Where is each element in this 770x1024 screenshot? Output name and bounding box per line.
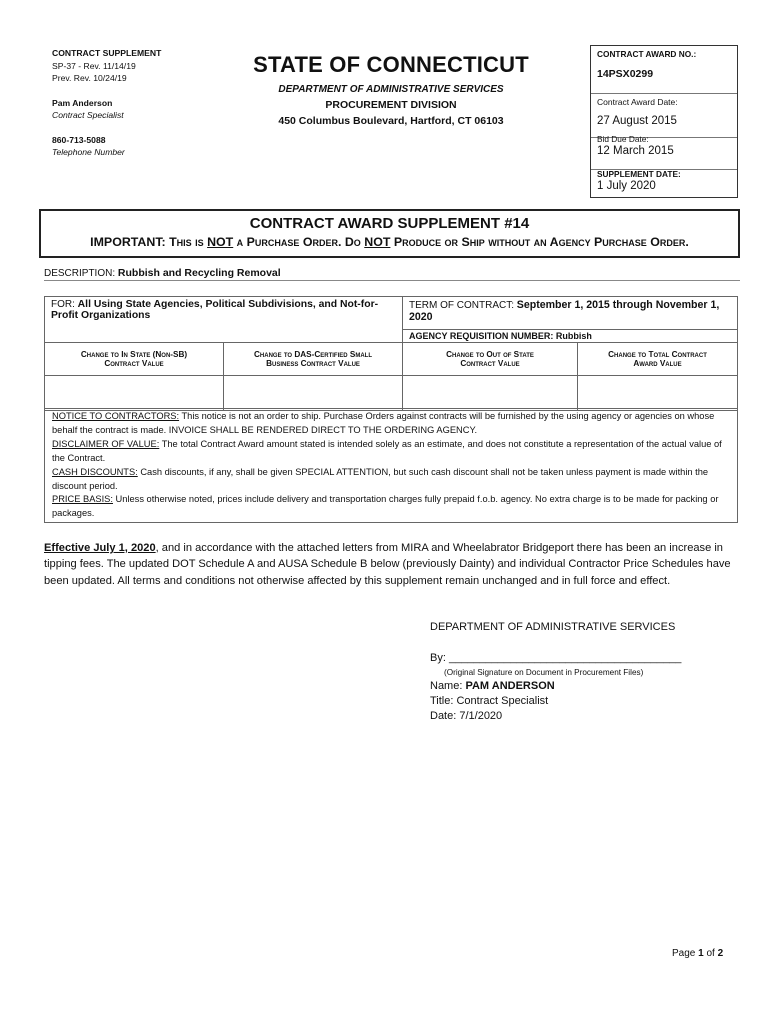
signature-line: By: ______________________________________ <box>430 652 682 664</box>
notice-label: CASH DISCOUNTS: <box>52 466 138 477</box>
page-number <box>672 948 723 959</box>
column-header-line: Change to Out of State <box>446 350 534 359</box>
supplement-body-paragraph <box>44 540 734 589</box>
column-header-in-state <box>45 343 224 376</box>
for-value: All Using State Agencies, Political Subdivisions, and Not-for-Profit Organizations <box>51 299 379 321</box>
value-cell <box>403 376 578 411</box>
notice-label: DISCLAIMER OF VALUE: <box>52 438 160 449</box>
not-emphasis-1: NOT <box>207 235 234 249</box>
column-header-total <box>578 343 738 376</box>
for-label: FOR: <box>51 299 75 310</box>
header-left-block <box>52 47 222 159</box>
cash-discounts <box>52 466 730 494</box>
revision-line: SP-37 - Rev. 11/14/19 <box>52 60 136 71</box>
signature-block <box>430 620 720 724</box>
supplement-date-label: SUPPLEMENT DATE: <box>597 169 681 179</box>
total-pages: 2 <box>717 948 724 959</box>
notices-block <box>44 408 738 523</box>
page-of: of <box>703 948 718 959</box>
contact-name: Pam Anderson <box>52 97 113 108</box>
column-header-line: Contract Value <box>104 359 164 368</box>
award-number: 14PSX0299 <box>597 68 654 80</box>
contact-title: Contract Specialist <box>52 110 124 120</box>
notice-to-contractors <box>52 410 730 438</box>
description-line <box>44 267 740 281</box>
phone-label: Telephone Number <box>52 147 125 157</box>
column-header-line: Change to In State (Non-SB) <box>80 350 188 359</box>
important-text-1: This is <box>169 235 208 249</box>
award-date-label: Contract Award Date: <box>597 97 678 107</box>
notice-text: The total Contract Award amount stated is intended solely as an estimate, and does not constitute a representation of the actual value of the Contract. <box>52 438 722 463</box>
contract-details-table <box>44 296 738 411</box>
price-basis <box>52 493 730 521</box>
supplement-title-box <box>39 209 740 258</box>
contract-award-box <box>590 45 738 198</box>
award-date: 27 August 2015 <box>597 115 677 127</box>
column-header-line: Change to Total Contract <box>608 350 707 359</box>
previous-revision-line: Prev. Rev. 10/24/19 <box>52 73 127 83</box>
value-cell <box>224 376 403 411</box>
column-header-out-of-state <box>403 343 578 376</box>
bid-due-cell <box>591 134 737 170</box>
form-name: CONTRACT SUPPLEMENT <box>52 48 162 58</box>
notice-label: PRICE BASIS: <box>52 494 113 505</box>
supplement-date-cell <box>591 168 737 197</box>
notice-text: This notice is not an order to ship. Purchase Orders against contracts will be furnished by the using agency or agencies on whose behalf the contract is made. INVOICE SHALL BE RENDERED DIRECT TO THE ORDERING AGENCY. <box>52 411 715 435</box>
bid-due-label: Bid Due Date: <box>597 134 649 144</box>
department-address: 450 Columbus Boulevard, Hartford, CT 06103 <box>278 115 504 127</box>
signature-note: (Original Signature on Document in Procurement Files) <box>444 668 644 677</box>
for-cell <box>45 297 403 343</box>
description-label: DESCRIPTION: <box>44 268 116 279</box>
signer-name-label: Name: <box>430 680 466 692</box>
notice-text: Cash discounts, if any, shall be given SPECIAL ATTENTION, but such cash discount shall not be taken unless payment is made within the discount period. <box>52 466 709 491</box>
contact-phone: 860-713-5088 <box>52 134 106 145</box>
column-header-line: Business Contract Value <box>266 359 360 368</box>
column-header-line: Award Value <box>633 359 682 368</box>
page-prefix: Page <box>672 948 699 959</box>
header-center-block <box>230 52 552 127</box>
important-text-2: a Purchase Order. Do <box>233 235 365 249</box>
division-name: PROCUREMENT DIVISION <box>325 99 457 111</box>
not-emphasis-2: NOT <box>364 235 391 249</box>
value-cell <box>45 376 224 411</box>
term-cell <box>403 297 738 330</box>
notice-text: Unless otherwise noted, prices include delivery and transportation charges fully prepaid f.o.b. agency. No extra charge is to be made for packing or packages. <box>52 494 719 519</box>
signature-date: Date: 7/1/2020 <box>430 710 503 722</box>
notice-label: NOTICE TO CONTRACTORS: <box>52 411 180 421</box>
signature-department: DEPARTMENT OF ADMINISTRATIVE SERVICES <box>430 621 676 633</box>
column-header-line: Change to DAS-Certified Small <box>253 350 372 359</box>
column-header-small-business <box>224 343 403 376</box>
award-date-cell <box>591 94 737 138</box>
signer-title: Title: Contract Specialist <box>430 695 549 707</box>
department-name: DEPARTMENT OF ADMINISTRATIVE SERVICES <box>278 84 504 95</box>
important-notice <box>41 235 738 249</box>
description-value: Rubbish and Recycling Removal <box>117 267 281 279</box>
award-number-cell <box>591 46 737 94</box>
effective-date-label: Effective July 1, 2020 <box>44 542 156 554</box>
important-text-3: Produce or Ship without an Agency Purchase Order. <box>390 235 689 249</box>
term-value: September 1, 2015 through November 1, 2020 <box>409 299 720 323</box>
important-prefix: IMPORTANT: <box>90 235 170 249</box>
effective-text: , and in accordance with the attached letters from MIRA and Wheelabrator Bridgeport there has been an increase in tipping fees. The updated DOT Schedule A and AUSA Schedule B below (previously Dainty) and individual Contractor Price Schedules have been updated. All terms and conditions not otherwise affected by this supplement remain unchanged and in full force and effect. <box>44 542 731 587</box>
supplement-title: CONTRACT AWARD SUPPLEMENT #14 <box>249 215 530 232</box>
state-title: STATE OF CONNECTICUT <box>253 52 529 77</box>
requisition-cell: AGENCY REQUISITION NUMBER: Rubbish <box>403 330 738 343</box>
signer-name: PAM ANDERSON <box>465 680 555 692</box>
disclaimer-of-value <box>52 438 730 466</box>
award-number-label: CONTRACT AWARD NO.: <box>597 49 697 59</box>
current-page: 1 <box>698 948 704 959</box>
column-header-line: Contract Value <box>460 359 520 368</box>
value-cell <box>578 376 738 411</box>
signer-name-line <box>430 679 720 694</box>
supplement-date: 1 July 2020 <box>597 180 656 192</box>
bid-due-date: 12 March 2015 <box>597 145 674 157</box>
term-label: TERM OF CONTRACT: <box>409 300 514 311</box>
